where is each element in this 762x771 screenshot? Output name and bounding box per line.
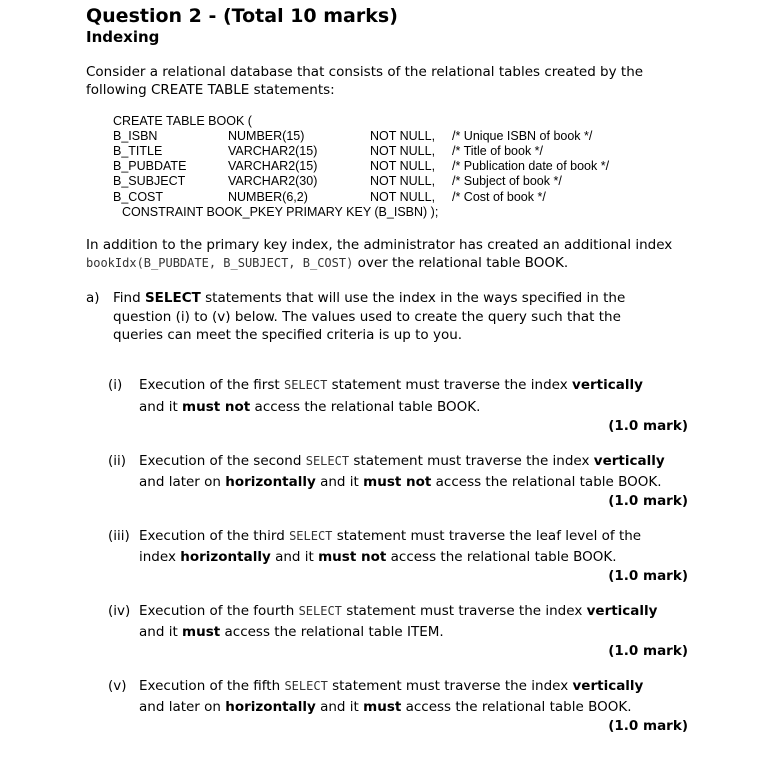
index-para-line-1: In addition to the primary key index, the administrator has created an additional index	[86, 237, 673, 253]
item-ii-number: (ii)	[108, 453, 127, 469]
constraint-line: CONSTRAINT BOOK_PKEY PRIMARY KEY (B_ISBN) );	[122, 205, 439, 219]
column-type: NUMBER(15)	[228, 129, 305, 143]
intro-line-2: following CREATE TABLE statements:	[86, 82, 335, 98]
item-iii-mark: (1.0 mark)	[608, 568, 688, 584]
column-comment: /* Publication date of book */	[452, 159, 610, 173]
item-i-number: (i)	[108, 377, 123, 393]
column-type: VARCHAR2(15)	[228, 159, 318, 173]
item-iii-line-1: Execution of the third SELECT statement must traverse the leaf level of the	[139, 528, 642, 544]
item-iii-number: (iii)	[108, 528, 130, 544]
column-name: B_ISBN	[113, 129, 158, 143]
column-comment: /* Title of book */	[452, 144, 544, 158]
column-name: B_PUBDATE	[113, 159, 187, 173]
item-iv-number: (iv)	[108, 603, 131, 619]
part-a-label: a)	[86, 290, 100, 306]
column-comment: /* Subject of book */	[452, 174, 562, 188]
column-type: NUMBER(6,2)	[228, 190, 308, 204]
column-null: NOT NULL,	[370, 159, 436, 173]
column-null: NOT NULL,	[370, 190, 436, 204]
item-iv-line-1: Execution of the fourth SELECT statement must traverse the index vertically	[139, 603, 658, 619]
part-a-line-1: Find SELECT statements that will use the index in the ways specified in the	[113, 290, 626, 306]
column-type: VARCHAR2(30)	[228, 174, 318, 188]
item-i-line-1: Execution of the first SELECT statement must traverse the index vertically	[139, 377, 643, 393]
item-ii-mark: (1.0 mark)	[608, 493, 688, 509]
column-type: VARCHAR2(15)	[228, 144, 318, 158]
item-iv-line-2: and it must access the relational table ITEM.	[139, 624, 444, 640]
column-name: B_TITLE	[113, 144, 163, 158]
index-para-tail: over the relational table BOOK.	[353, 255, 569, 271]
column-null: NOT NULL,	[370, 144, 436, 158]
question-title: Question 2 - (Total 10 marks)	[86, 5, 398, 27]
item-v-line-1: Execution of the fifth SELECT statement must traverse the index vertically	[139, 678, 644, 694]
item-ii-line-1: Execution of the second SELECT statement must traverse the index vertically	[139, 453, 665, 469]
column-comment: /* Unique ISBN of book */	[452, 129, 593, 143]
item-i-mark: (1.0 mark)	[608, 418, 688, 434]
part-a-line-2: question (i) to (v) below. The values used to create the query such that the	[113, 309, 621, 325]
column-null: NOT NULL,	[370, 129, 436, 143]
item-iv-mark: (1.0 mark)	[608, 643, 688, 659]
index-definition-code: bookIdx(B_PUBDATE, B_SUBJECT, B_COST)	[86, 256, 354, 270]
column-name: B_COST	[113, 190, 164, 204]
section-subtitle: Indexing	[86, 28, 160, 46]
column-null: NOT NULL,	[370, 174, 436, 188]
create-table-header: CREATE TABLE BOOK (	[113, 114, 252, 128]
column-name: B_SUBJECT	[113, 174, 186, 188]
item-v-mark: (1.0 mark)	[608, 718, 688, 734]
item-ii-line-2: and later on horizontally and it must not access the relational table BOOK.	[139, 474, 662, 490]
item-i-line-2: and it must not access the relational table BOOK.	[139, 399, 481, 415]
select-keyword: SELECT	[144, 290, 201, 306]
part-a-line-3: queries can meet the specified criteria is up to you.	[113, 327, 463, 343]
item-iii-line-2: index horizontally and it must not access the relational table BOOK.	[139, 549, 617, 565]
item-v-line-2: and later on horizontally and it must access the relational table BOOK.	[139, 699, 632, 715]
index-para-line-2	[86, 254, 568, 272]
item-v-number: (v)	[108, 678, 127, 694]
column-comment: /* Cost of book */	[452, 190, 546, 204]
intro-line-1: Consider a relational database that consists of the relational tables created by the	[86, 64, 644, 80]
